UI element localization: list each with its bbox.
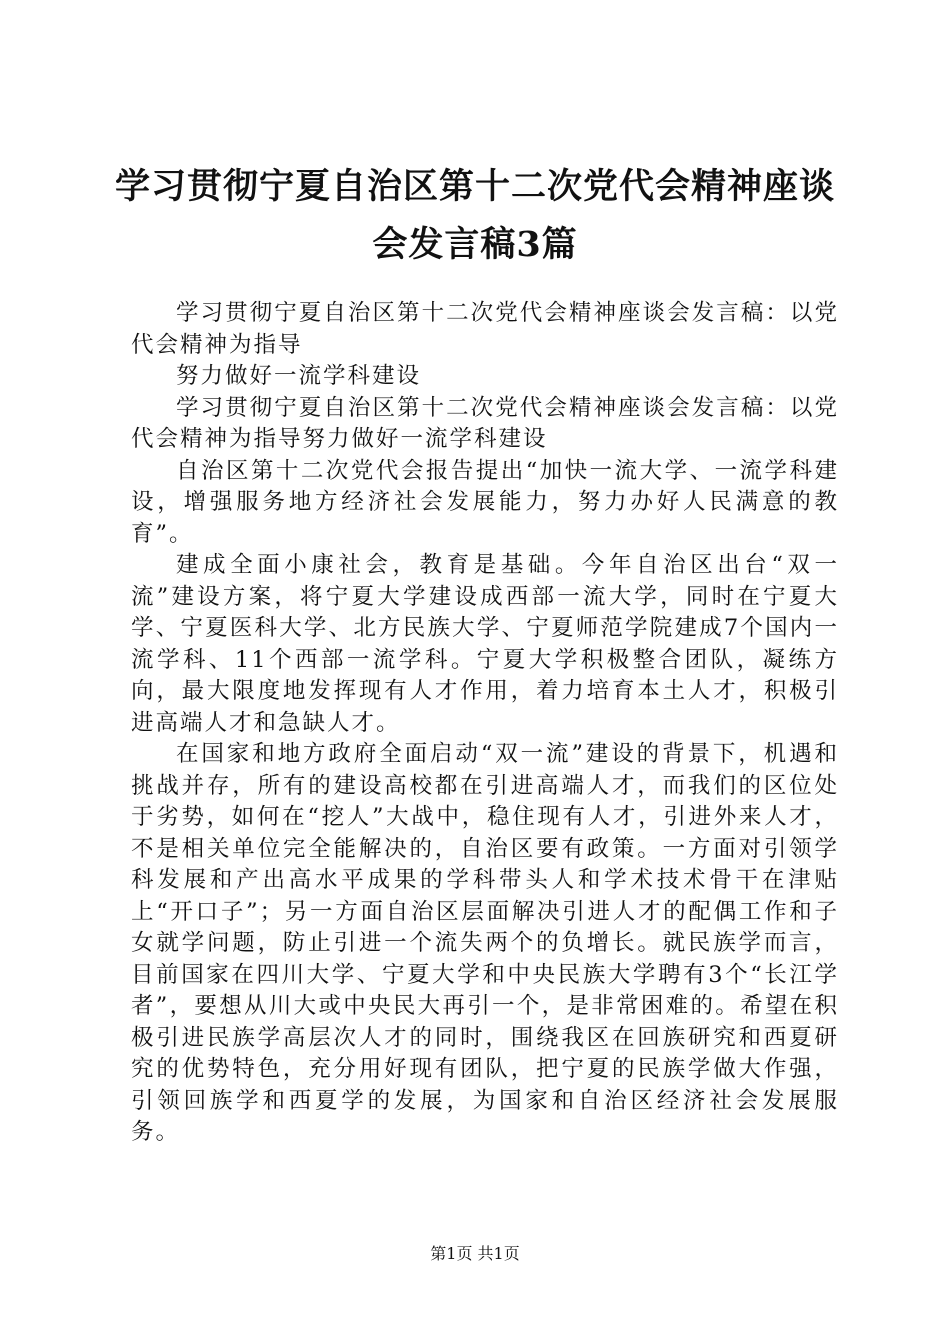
paragraph: 在国家和地方政府全面启动“双一流”建设的背景下，机遇和挑战并存，所有的建设高校都在引进高端人才，而我们的区位处于劣势，如何在“挖人”大战中，稳住现有人才，引进外来人才，不是相关单位完全能解决的，自治区要有政策。一方面对引领学科发展和产出高水平成果的学科带头人和学术技术骨干在津贴上“开口子”；另一方面自治区层面解决引进人才的配偶工作和子女就学问题，防止引进一个流失两个的负增长。就民族学而言，目前国家在四川大学、宁夏大学和中央民族大学聘有3个“长江学者”，要想从川大或中央民大再引一个，是非常困难的。希望在积极引进民族学高层次人才的同时，围绕我区在回族研究和西夏研究的优势特色，充分用好现有团队，把宁夏的民族学做大作强，引领回族学和西夏学的发展，为国家和自治区经济社会发展服务。 bbox=[131, 741, 839, 1145]
paragraph: 学习贯彻宁夏自治区第十二次党代会精神座谈会发言稿：以党代会精神为指导努力做好一流学科建设 bbox=[131, 394, 839, 452]
paragraph: 建成全面小康社会，教育是基础。今年自治区出台“双一流”建设方案，将宁夏大学建设成西部一流大学，同时在宁夏大学、宁夏医科大学、北方民族大学、宁夏师范学院建成7个国内一流学科、11个西部一流学科。宁夏大学积极整合团队，凝练方向，最大限度地发挥现有人才作用，着力培育本土人才，积极引进高端人才和急缺人才。 bbox=[131, 552, 839, 736]
document-title: 学习贯彻宁夏自治区第十二次党代会精神座谈会发言稿3篇 bbox=[114, 166, 835, 265]
document-body bbox=[131, 298, 839, 1149]
page-footer: 第1页 共1页 bbox=[430, 1244, 520, 1263]
paragraph: 自治区第十二次党代会报告提出“加快一流大学、一流学科建设，增强服务地方经济社会发展能力，努力办好人民满意的教育”。 bbox=[131, 457, 839, 547]
paragraph: 努力做好一流学科建设 bbox=[176, 363, 422, 389]
paragraph: 学习贯彻宁夏自治区第十二次党代会精神座谈会发言稿：以党代会精神为指导 bbox=[131, 300, 839, 358]
